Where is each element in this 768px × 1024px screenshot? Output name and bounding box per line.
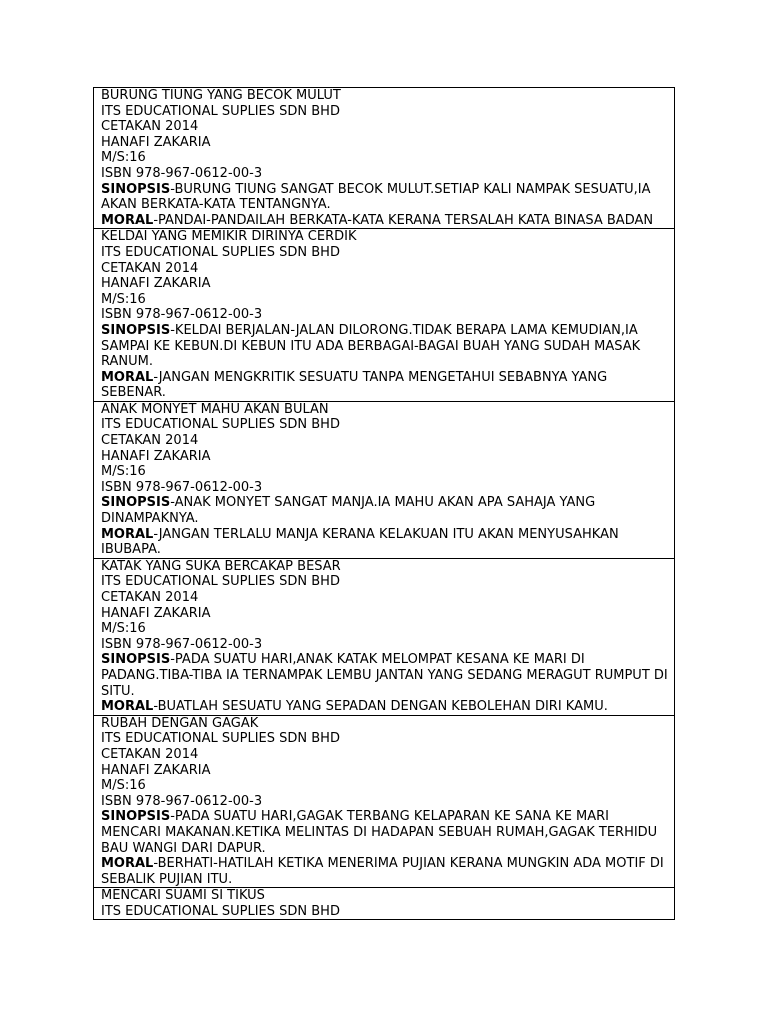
book-moral	[101, 213, 668, 229]
book-moral	[101, 699, 668, 715]
book-pages: M/S:16	[101, 464, 146, 480]
book-isbn: ISBN 978-967-0612-00-3	[101, 636, 263, 652]
book-publisher: ITS EDUCATIONAL SUPLIES SDN BHD	[101, 103, 340, 119]
book-author: HANAFI ZAKARIA	[101, 605, 211, 621]
book-synopsis	[101, 182, 668, 213]
book-title: ANAK MONYET MAHU AKAN BULAN	[101, 401, 329, 417]
book-entry	[94, 887, 674, 919]
book-publisher: ITS EDUCATIONAL SUPLIES SDN BHD	[101, 731, 340, 747]
book-isbn: ISBN 978-967-0612-00-3	[101, 307, 263, 323]
book-entry	[94, 558, 674, 715]
synopsis-label: SINOPSIS	[101, 495, 171, 511]
book-title: KELDAI YANG MEMIKIR DIRINYA CERDIK	[101, 229, 357, 245]
moral-text: -JANGAN MENGKRITIK SESUATU TANPA MENGETAHUI SEBABNYA YANG SEBENAR.	[101, 369, 612, 401]
book-moral	[101, 856, 668, 887]
moral-label: MORAL	[101, 699, 154, 715]
book-synopsis	[101, 652, 672, 699]
book-edition: CETAKAN 2014	[101, 590, 199, 605]
book-title: KATAK YANG SUKA BERCAKAP BESAR	[101, 558, 341, 574]
book-publisher: ITS EDUCATIONAL SUPLIES SDN BHD	[101, 417, 340, 433]
book-edition: CETAKAN 2014	[101, 119, 199, 135]
synopsis-text: -PADA SUATU HARI,ANAK KATAK MELOMPAT KESANA KE MARI DI PADANG.TIBA-TIBA IA TERNAMPAK LEMBU JANTAN YANG SEDANG MERAGUT RUMPUT DI SITU.	[101, 652, 672, 699]
book-isbn: ISBN 978-967-0612-00-3	[101, 165, 263, 181]
synopsis-text: -ANAK MONYET SANGAT MANJA.IA MAHU AKAN APA SAHAJA YANG DINAMPAKNYA.	[101, 495, 600, 527]
moral-label: MORAL	[101, 369, 154, 385]
book-title: RUBAH DENGAN GAGAK	[101, 715, 259, 731]
book-author: HANAFI ZAKARIA	[101, 276, 211, 292]
book-edition: CETAKAN 2014	[101, 260, 199, 276]
synopsis-label: SINOPSIS	[101, 809, 171, 825]
synopsis-label: SINOPSIS	[101, 181, 171, 197]
book-entry	[94, 401, 674, 558]
book-edition: CETAKAN 2014	[101, 433, 199, 449]
moral-label: MORAL	[101, 856, 154, 872]
book-moral	[101, 370, 668, 401]
moral-text: -BERHATI-HATILAH KETIKA MENERIMA PUJIAN KERANA MUNGKIN ADA MOTIF DI SEBALIK PUJIAN ITU.	[101, 856, 668, 887]
moral-label: MORAL	[101, 212, 154, 228]
book-publisher: ITS EDUCATIONAL SUPLIES SDN BHD	[101, 574, 340, 590]
book-isbn: ISBN 978-967-0612-00-3	[101, 793, 263, 809]
book-publisher: ITS EDUCATIONAL SUPLIES SDN BHD	[101, 903, 340, 919]
book-entry	[94, 228, 674, 401]
book-synopsis	[101, 323, 668, 370]
book-title: BURUNG TIUNG YANG BECOK MULUT	[101, 88, 341, 103]
book-author: HANAFI ZAKARIA	[101, 134, 211, 150]
synopsis-text: -PADA SUATU HARI,GAGAK TERBANG KELAPARAN KE SANA KE MARI MENCARI MAKANAN.KETIKA MELINTAS DI HADAPAN SEBUAH RUMAH,GAGAK TERHIDU BAU WANGI DARI DAPUR.	[101, 809, 662, 856]
book-title: MENCARI SUAMI SI TIKUS	[101, 888, 265, 904]
book-isbn: ISBN 978-967-0612-00-3	[101, 479, 263, 495]
book-pages: M/S:16	[101, 621, 146, 637]
book-publisher: ITS EDUCATIONAL SUPLIES SDN BHD	[101, 244, 340, 260]
synopsis-text: -BURUNG TIUNG SANGAT BECOK MULUT.SETIAP KALI NAMPAK SESUATU,IA AKAN BERKATA-KATA TENTANGNYA.	[101, 181, 655, 213]
book-entry	[94, 715, 674, 888]
book-pages: M/S:16	[101, 778, 146, 794]
book-list-table	[93, 87, 675, 920]
moral-text: -PANDAI-PANDAILAH BERKATA-KATA KERANA TERSALAH KATA BINASA BADAN	[153, 212, 654, 228]
book-edition: CETAKAN 2014	[101, 746, 199, 762]
book-author: HANAFI ZAKARIA	[101, 762, 211, 778]
moral-text: -BUATLAH SESUATU YANG SEPADAN DENGAN KEBOLEHAN DIRI KAMU.	[153, 699, 608, 715]
synopsis-label: SINOPSIS	[101, 322, 171, 338]
book-author: HANAFI ZAKARIA	[101, 448, 211, 464]
book-entry	[94, 88, 674, 228]
synopsis-text: -KELDAI BERJALAN-JALAN DILORONG.TIDAK BERAPA LAMA KEMUDIAN,IA SAMPAI KE KEBUN.DI KEBUN ITU ADA BERBAGAI-BAGAI BUAH YANG SUDAH MASAK RANUM.	[101, 322, 645, 370]
moral-label: MORAL	[101, 526, 154, 542]
book-synopsis	[101, 495, 668, 526]
book-pages: M/S:16	[101, 150, 146, 166]
synopsis-label: SINOPSIS	[101, 652, 171, 668]
moral-text: -JANGAN TERLALU MANJA KERANA KELAKUAN ITU AKAN MENYUSAHKAN IBUBAPA.	[101, 526, 623, 558]
book-moral	[101, 527, 668, 558]
book-pages: M/S:16	[101, 291, 146, 307]
book-synopsis	[101, 809, 668, 856]
